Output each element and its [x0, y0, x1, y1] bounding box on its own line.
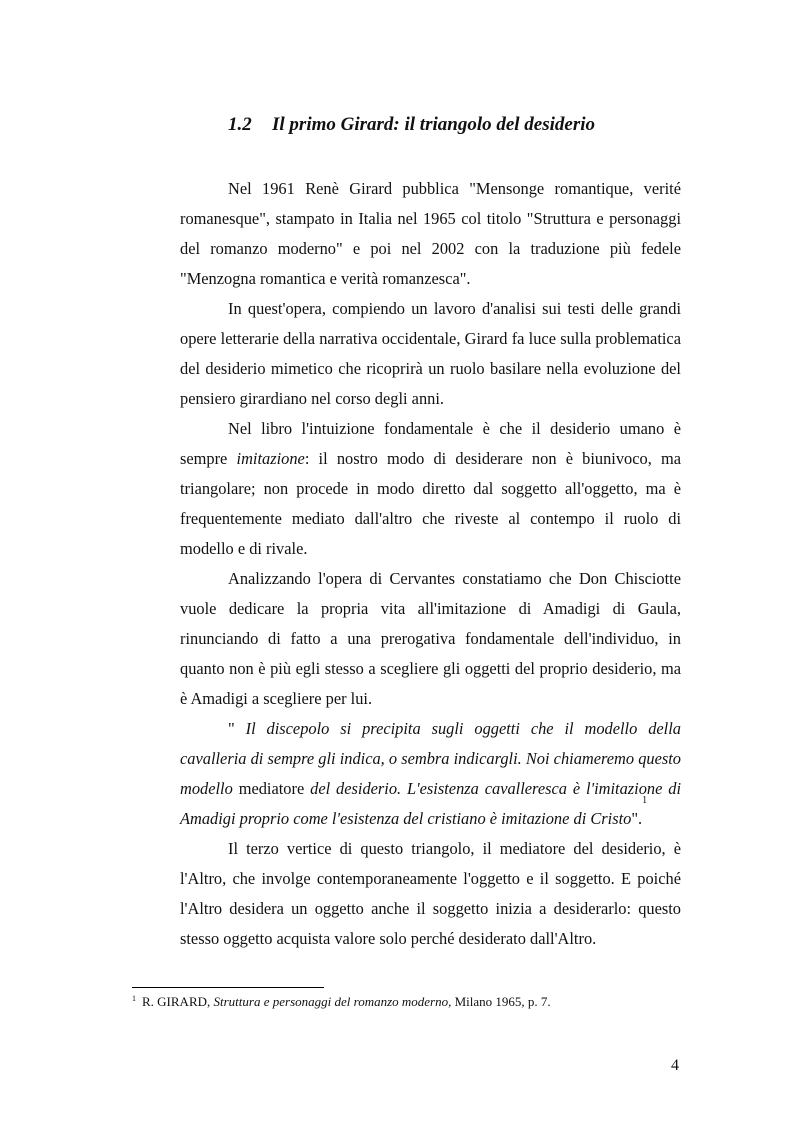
paragraph-3-part-a: Nel libro l'intuizione fondamentale è che il desiderio umano è sempre — [180, 419, 681, 468]
footnote — [132, 994, 551, 1010]
quote-close: ". — [631, 809, 643, 828]
body-text — [180, 174, 681, 954]
footnote-author: R. GIRARD, — [142, 994, 214, 1009]
paragraph-3 — [180, 414, 681, 564]
footnote-reference[interactable]: 1 — [642, 795, 648, 806]
section-number: 1.2 — [228, 114, 252, 135]
footnote-title: Struttura e personaggi del romanzo moderno, — [213, 994, 452, 1009]
section-title: Il primo Girard: il triangolo del desiderio — [272, 114, 596, 135]
paragraph-3-emphasis: imitazione — [236, 449, 305, 468]
footnote-mark: 1 — [132, 994, 136, 1003]
paragraph-4: Analizzando l'opera di Cervantes constatiamo che Don Chisciotte vuole dedicare la propria vita all'imitazione di Amadigi di Gaula, rinunciando di fatto a una prerogativa fondamentale dell'individuo, in quanto non è più egli stesso a scegliere gli oggetti del proprio desiderio, ma è Amadigi a scegliere per lui. — [180, 569, 681, 708]
paragraph-1: Nel 1961 Renè Girard pubblica "Mensonge romantique, verité romanesque", stampato in Italia nel 1965 col titolo "Struttura e personaggi del romanzo moderno" e poi nel 2002 con la traduzione più fedele "Menzogna romantica e verità romanzesca". — [180, 179, 681, 288]
section-heading — [228, 114, 595, 136]
paragraph-5: Il terzo vertice di questo triangolo, il mediatore del desiderio, è l'Altro, che involge contemporaneamente l'oggetto e il soggetto. E poiché l'Altro desidera un oggetto anche il soggetto inizia a desiderarlo: questo stesso oggetto acquista valore solo perché desiderato dall'Altro. — [180, 839, 681, 948]
block-quote — [180, 714, 681, 834]
quote-part-b: del desiderio. L'esistenza cavalleresca è l'imitazione di Amadigi proprio come l'esistenza del cristiano è imitazione di Cristo — [180, 779, 682, 828]
quote-part-a: Il discepolo si precipita sugli oggetti che il modello della cavalleria di sempre gli indica, o sembra indicargli. Noi chiameremo questo modello — [180, 719, 681, 798]
quote-mediatore: mediatore — [238, 779, 305, 798]
paragraph-3-part-b: : il nostro modo di desiderare non è biunivoco, ma triangolare; non procede in modo diretto dal soggetto all'oggetto, ma è frequentemente mediato dall'altro che riveste al contempo il ruolo di modello e di rivale. — [180, 449, 681, 558]
page-number: 4 — [671, 1057, 679, 1074]
quote-open: " — [228, 719, 246, 738]
paragraph-2: In quest'opera, compiendo un lavoro d'analisi sui testi delle grandi opere letterarie della narrativa occidentale, Girard fa luce sulla problematica del desiderio mimetico che ricoprirà un ruolo basilare nella evoluzione del pensiero girardiano nel corso degli anni. — [180, 299, 681, 408]
footnote-separator — [132, 987, 324, 988]
footnote-rest: Milano 1965, p. 7. — [451, 994, 551, 1009]
